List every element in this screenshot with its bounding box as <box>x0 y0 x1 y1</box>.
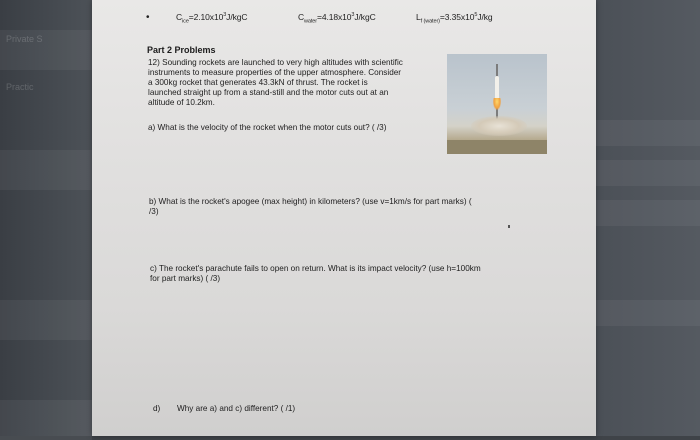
ghost-text-left-1: Private S <box>6 34 43 44</box>
problem-line: instruments to measure properties of the upper atmosphere. Consider <box>148 68 402 77</box>
problem-statement <box>148 58 448 108</box>
problem-line: launched straight up from a stand-still and the motor cuts out at an <box>148 88 389 97</box>
question-b: b) What is the rocket's apogee (max height) in kilometers? (use v=1km/s for part marks) ( /3) <box>149 197 472 216</box>
smoke-cloud <box>471 116 527 136</box>
rocket-icon <box>495 76 499 98</box>
question-c: c) The rocket's parachute fails to open on return. What is its impact velocity? (use h=100km for part marks) ( /3) <box>150 264 481 283</box>
ghost-text-left-2: Practic <box>6 82 34 92</box>
constant-c-water: $C_{water}=4.18x10^3J$/kgC <box>298 12 376 25</box>
flame-icon <box>493 98 501 110</box>
rocket-launch-photo <box>447 54 547 154</box>
constant-lf-water: $L_{f (water)}=3.35x10^5J/kg$ <box>416 12 493 25</box>
question-a: a) What is the velocity of the rocket when the motor cuts out? ( /3) <box>148 123 387 132</box>
question-d-label: d) <box>153 404 161 413</box>
problem-line: 12) Sounding rockets are launched to very high altitudes with scientific <box>148 58 403 67</box>
background-left <box>0 0 92 436</box>
ground <box>447 140 547 154</box>
question-d: Why are a) and c) different? ( /1) <box>177 404 296 413</box>
constant-c-ice: $C_{ice}=2.10x10^3J$/kgC <box>176 12 248 25</box>
problem-line: a 300kg rocket that generates 43.3kN of thrust. The rocket is <box>148 78 368 87</box>
problem-line: altitude of 10.2km. <box>148 98 215 107</box>
stray-mark <box>508 225 510 228</box>
section-heading: Part 2 Problems <box>147 45 216 55</box>
background-right <box>596 0 700 436</box>
bullet-marker: • <box>146 12 150 23</box>
